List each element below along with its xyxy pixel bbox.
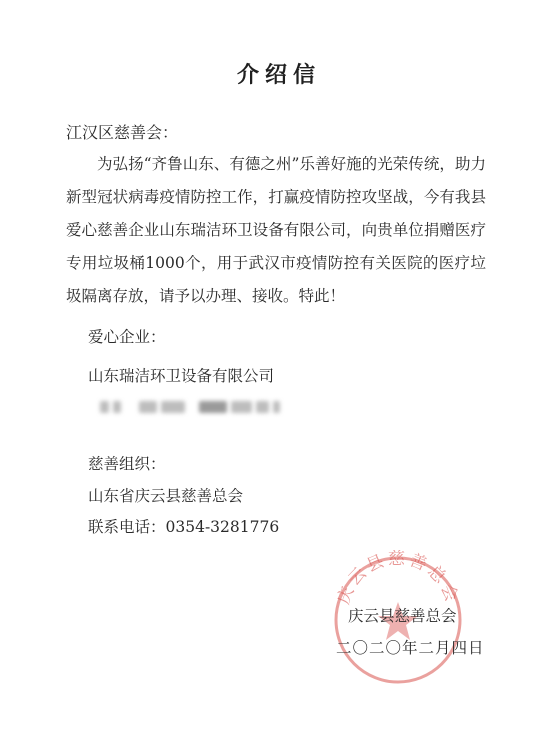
seal-text: 庆云县慈善总会 bbox=[333, 550, 463, 608]
signature-date: 二〇二〇年二月四日 bbox=[336, 639, 485, 657]
org-label: 慈善组织： bbox=[88, 455, 166, 473]
donor-name: 山东瑞洁环卫设备有限公司 bbox=[88, 367, 275, 385]
signature-org: 庆云县慈善总会 bbox=[348, 607, 457, 625]
letter-title: 介绍信 bbox=[236, 63, 321, 88]
letter-body: 为弘扬“齐鲁山东、有德之州”乐善好施的光荣传统，助力新型冠状病毒疫情防控工作，打赢疫情防控攻坚战，今有我县爱心慈善企业山东瑞洁环卫设备有限公司，向贵单位捐赠医疗专用垃圾桶1000个，用于武汉市疫情防控有关医院的医疗垃圾隔离存放，请予以办理、接收。特此！ bbox=[66, 155, 486, 305]
contact-phone: 联系电话：0354-3281776 bbox=[88, 518, 280, 536]
svg-text:庆云县慈善总会 bbox=[334, 550, 463, 607]
salutation: 江汉区慈善会： bbox=[66, 123, 179, 142]
redacted-contact bbox=[100, 398, 280, 416]
donor-label: 爱心企业： bbox=[88, 328, 166, 346]
org-name: 山东省庆云县慈善总会 bbox=[88, 487, 244, 505]
